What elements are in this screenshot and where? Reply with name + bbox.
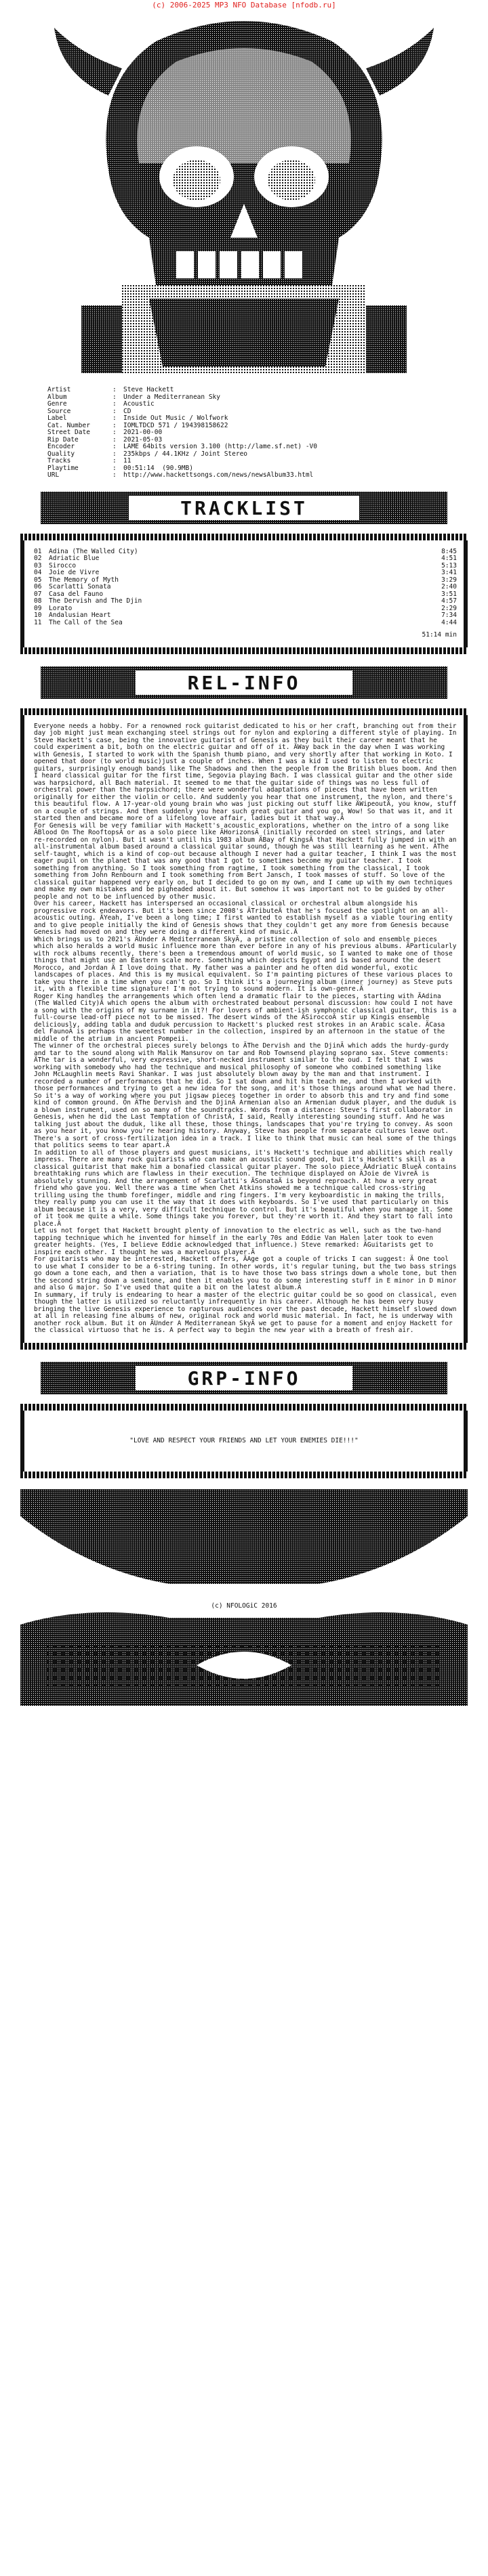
list-item: 01 Adina (The Walled City) 8:45 [34,547,457,555]
notes-paragraph: Everyone needs a hobby. For a renowned rock guitarist dedicated to his or her craft, branching out from their day job might just mean exchanging steel strings out for nylon and exploring a different style of playing. In Steve Hackett's case, being the innovative guitarist of Genesis as they built their career meant that he could experiment a bit, both on the electric guitar and off of it. ÄWay back in the day when I was working with Genesis, I started to work with the Spanish thumb piano, and very shortly after that working in Koto. I opened that door (to world music)just a couple of inches. When I was a kid I used to listen to electric guitars, surprisingly enough bands like The Shadows and then the people from the British blues boom. And then I heard classical guitar for the first time, Segovia playing Bach. I was classical guitar and the other side was harpsichord, all Bach material. It seemed to me that the guitar side of things was no less full of orchestral power than the harpsichord; there were wonderful adaptations of pieces that have been written originally for either the violin or cello. And suddenly you hear that one instrument, the nylon, and there's this beautiful flow. A 17-year-old young brain who was just picking out stuff like ÄWipeoutÄ, you know, stuff on a couple of strings. And then suddenly you hear such great guitar and you go, Wow! So that was it, and it started then and became more of a lifelong love affair, ladies but it that way.Ä [34,722,461,822]
list-item: 05 The Memory of Myth 3:29 [34,576,457,584]
info-row-street-date: Street Date : 2021-00-00 [47,429,163,436]
ascii-logo-art [14,11,474,380]
list-item: 03 Sirocco 5:13 [34,561,457,570]
relinfo-banner-text: REL-INFO [187,671,301,694]
info-row-album: Album : Under a Mediterranean Sky [47,393,220,401]
grpinfo-banner-text: GRP-INFO [187,1367,301,1390]
grpinfo-box [20,1404,468,1479]
list-item: 09 Lorato 2:29 [34,604,457,612]
tracklist-banner-text: TRACKLIST [180,496,308,519]
grpinfo-banner-art [41,1359,447,1397]
total-playtime: 51:14 min [422,631,457,639]
info-row-url: URL : http://www.hackettsongs.com/news/newsAlbum33.html [47,471,314,479]
notes-paragraph: For Genesis will be very familiar with Hackett's acoustic explorations, whether on the intro of a song like ÄBlood On The RooftopsÄ or as a solo piece like ÄHorizonsÄ (initially recorded on steel strings, and later re-recorded on nylon). But it wasn't until his 1983 album ÄBay of KingsÄ that Hackett fully jumped in with an all-instrumental album based around a classical guitar sound, though he was still learning as he went. ÄThe self-taught, which is a kind of cop-out because although I never had a guitar teacher, I think I was the most eager pupil on the planet that was any good that I got to sometimes become my guitar teacher. I took something from anything. So I took something from ragtime, I took something from the classical, I took something from John Renbourn and I took something from Bert Jansch, I took masses of stuff. So love of the classical guitar happened very early on, but I decided to go on my own, and I came up with my own techniques and make my own mistakes and be pigheaded about it. But somehow it was important not to be guided by other people and not to be influenced by other music. [34,821,461,901]
relinfo-banner-art [41,664,447,702]
list-item: 07 Casa del Fauno 3:51 [34,590,457,598]
footer-art [20,1489,468,1706]
track-list [34,549,457,627]
notes-paragraph: For guitarists who may be interested, Hackett offers, ÄAge got a couple of tricks I can suggest: Ä One tool to use what I consider to be a 6-string tuning. In other words, it's regular tuning, but the two bass strings go down a tone each, and then a variation, that is to have those two bass strings down a whole tone, but then the second string down a semitone, and then it enables you to do some interesting stuff in E minor in D minor and also G major. So I've used that quite a bit on the latest album.Ä [34,1255,461,1291]
list-item: 06 Scarlatti Sonata 2:40 [34,583,457,591]
info-row-cat-number: Cat. Number : IOMLTDCD 571 / 194398158622 [47,421,228,429]
info-row-playtime: Playtime : 00:51:14 (90.9MB) [47,464,193,472]
notes-paragraph: Which brings us to 2021's ÄUnder A Mediterranean SkyÄ, a pristine collection of solo and ensemble pieces which also heralds a world music influence more than ever before in any of his previous albums. ÄParticularly with rock albums recently, there's been a tremendous amount of world music, so I wanted to make one of those things that might use an Eastern scale more. Something which depicts Egypt and is based around the desert Morocco, and Jordan Ä I love doing that. My father was a painter and he often did wonderful, exotic landscapes of places. And this is my musical equivalent. So I'm painting pictures of these various places to take you there in a time when you can't go. So I think it's a journeying album (inner journey) as Steve puts it, with a flexible time signature! I'm not trying to sound modern. It is own-genre.Ä [34,935,461,993]
skull-logo-art [41,14,447,380]
footer-pattern-art [20,1489,468,1706]
info-row-rip-date: Rip Date : 2021-05-03 [47,435,163,444]
list-item: 11 The Call of the Sea 4:44 [34,618,457,626]
notes-paragraph: Over his career, Hackett has interspersed an occasional classical or orchestral album alongside his progressive rock endeavors. But it's been since 2008's ÄTributeÄ that he's focused the spotlight on an all-acoustic outing. ÄYeah, I've been a long time; I first wanted to establish myself as a viable touring entity and to give people initially the kind of Genesis shows that they couldn't get any more from Genesis because Genesis had moved on and they were doing a different kind of music.Ä [34,900,457,936]
info-row-quality: Quality : 235kbps / 44.1KHz / Joint Stereo [47,450,248,458]
notes-paragraph: In summary, if truly is endearing to hear a master of the electric guitar could be so good on classical, even though the latter is utilized so reluctantly infrequently in his career. Although he has been very busy bringing the live Genesis experience to rapturous audiences over the past decade, Hackett himself slowed down at all in releasing fine albums of new, original rock and world music material. In fact, he is underway with another rock album. But it on ÄUnder A Mediterranean SkyÄ we get to pause for a moment and enjoy Hackett for the classical virtuoso that he is. A perfect way to begin the new year with a breath of fresh air. [34,1291,461,1334]
list-item: 04 Joie de Vivre 3:41 [34,569,457,576]
list-item: 10 Andalusian Heart 7:34 [34,611,457,619]
list-item: 02 Adriatic Blue 4:51 [34,555,457,562]
release-info [47,387,454,479]
footer-credit: (c) NFOLOGiC 2016 [211,1602,277,1610]
relinfo-banner [41,664,447,702]
info-row-encoder: Encoder : LAME 64bits version 3.100 (http://lame.sf.net) -V0 [47,443,317,450]
notes-paragraph: Roger King handles the arrangements which often lend a dramatic flair to the pieces, starting with ÄAdina (The Walled City)Ä which opens the album with orchestrated beabout personal discussion: how could I not have a song with the origins of my surname in it?! For lovers of ambient-ish symphonic classical guitar, this is a full-course lead-off piece not to be missed. The desert winds of the ÄSiroccoÄ stir up Kingis ensemble deliciously, adding tabla and duduk percussion to Hackett's plucked rest strokes in an Arabic scale. ÄCasa del FaunoÄ is perhaps the sweetest number in the collection, inspired by an afternoon in the statue of the middle of the atrium in ancient Pompeii. [34,992,461,1043]
info-row-label: Label : Inside Out Music / Wolfwork [47,414,228,422]
notes-paragraph: The winner of the orchestral pieces surely belongs to ÄThe Dervish and the DjinÄ which adds the hurdy-gurdy and tar to the sound along with Malik Mansurov on tar and Rob Townsend playing soprano sax. Steve comments: ÄThe tar is a wonderful, very expressive, short-necked instrument similar to the oud. I felt that I was working with somebody who had the technique and musical philosophy of someone who combined something like John McLaughlin meets Ravi Shankar. I was just absolutely blown away by the man and that instrument. I recorded a number of performances that he did. So I sat down and hit him teach me, and then I worked with those performances and trying to get a new idea for the song, and it's those things around what we had there. So it's a way of working where you put jigsaw pieces together in order to absorb this and try and find some kind of common ground. On ÄThe Dervish and the DjinÄ Armenian also an Armenian duduk player, and the duduk is a blown instrument, used on so many of the soundtracks. Words from a distance: Steve's first collaborator in Genesis, when he did the Last Temptation of ChristÄ, I said, Really interesting sounding stuff. And he was talking just about the duduk, like all these, those things, landscapes that you're trying to convey. As soon as you hear it, you know you're hearing history. Anyway, Steve has people from separate cultures leave out. There's a sort of cross-fertilization idea in a track. I like to think that music can heal some of the things that politics seems to tear apart.Ä [34,1042,461,1149]
release-notes [20,715,468,1343]
relinfo-box [20,708,468,1350]
notes-paragraph: Let us not forget that Hackett brought plenty of innovation to the electric as well, such as the two-hand tapping technique which he invented for himself in the early 70s and Eddie Van Halen later took to even greater heights. (Yes, I believe Eddie acknowledged that influence.) Steve remarked: ÄGuitarists get to inspire each other. I thought he was a marvelous player.Ä [34,1227,445,1256]
info-row-genre: Genre : Acoustic [47,400,155,408]
list-item: 08 The Dervish and The Djin 4:57 [34,597,457,605]
header-credit: (c) 2006-2025 MP3 NFO Database [nfodb.ru] [152,1,336,9]
info-row-tracks: Tracks : 11 [47,457,131,465]
grpinfo-banner [41,1359,447,1397]
notes-paragraph: In addition to all of those players and guest musicians, it's Hackett's technique and abilities which really impress. There are many rock guitarists who can make an acoustic sound good, but it's Hackett's skill as a classical guitarist that make him a bonafied classical guitar player. The solo piece ÄAdriatic BlueÄ contains breathtaking runs which are flawless in their execution. The technique displayed on ÄJoie de VivreÄ is absolutely stunning. And the arrangement of Scarlatti's ÄSonataÄ is beyond reproach. At how a very great friend who gave you. Well there was a time when Chet Atkins showed me a technique called cross-string trilling using the thumb forefinger, middle and ring fingers. I'm very keyboardistic in making the trills, they really pump you can use it the way that it does with keyboards. So I've used that particularly on this album because it is a very, very difficult technique to control. But it's beautiful when you manage it. Some of it took me quite a while. Some things take you forever, but they're worth it. And they start to fall into place.Ä [34,1149,461,1228]
group-quote: "LOVE AND RESPECT YOUR FRIENDS AND LET YOUR ENEMIES DIE!!!" [20,1411,468,1472]
tracklist-banner-art [41,489,447,527]
tracklist-banner [41,489,447,527]
info-row-source: Source : CD [47,407,131,415]
info-row-artist: Artist : Steve Hackett [47,386,174,393]
tracklist-box [20,534,468,654]
